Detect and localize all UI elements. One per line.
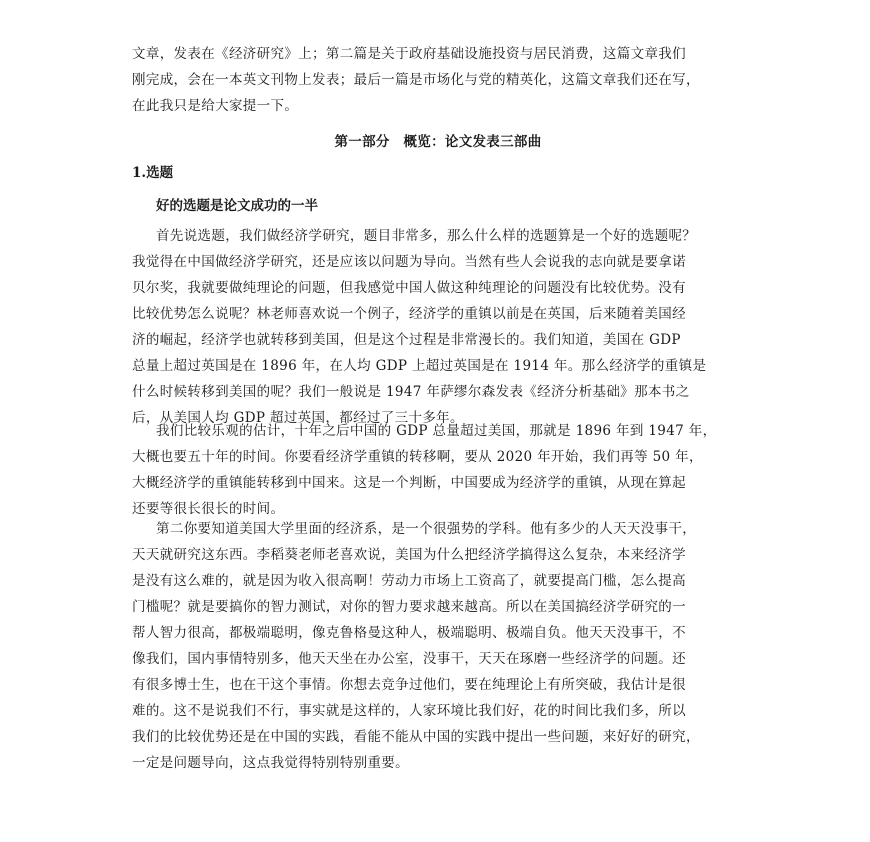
text-line: 比较优势怎么说呢？林老师喜欢说一个例子，经济学的重镇以前是在英国，后来随着美国经 <box>132 306 686 322</box>
text-line: 帮人智力很高，都极端聪明，像克鲁格曼这种人，极端聪明、极端自负。他天天没事干，不 <box>132 625 686 641</box>
text-line: 我们比较乐观的估计，十年之后中国的 GDP 总量超过美国，那就是 1896 年到 1947 年， <box>156 423 717 439</box>
paragraph-1 <box>132 223 744 431</box>
text-line: 一定是问题导向，这点我觉得特别特别重要。 <box>132 755 409 771</box>
text-line: 什么时候转移到美国的呢？我们一般说是 1947 年萨缪尔森发表《经济分析基础》那本书之 <box>132 384 690 400</box>
text-line: 济的崛起，经济学也就转移到美国，但是这个过程是非常漫长的。我们知道，美国在 GDP <box>132 332 681 348</box>
text-line: 我们的比较优势还是在中国的实践，看能不能从中国的实践中提出一些问题，来好好的研究， <box>132 729 700 745</box>
subheading: 好的选题是论文成功的一半 <box>156 198 318 214</box>
text-line: 像我们，国内事情特别多，他天天坐在办公室，没事干，天天在琢磨一些经济学的问题。还 <box>132 651 686 667</box>
text-line: 在此我只是给大家提一下。 <box>132 98 299 114</box>
intro-paragraph <box>132 41 744 119</box>
text-line: 后，从美国人均 GDP 超过英国，都经过了三十多年。 <box>132 410 464 426</box>
paragraph-3 <box>132 516 744 776</box>
text-line: 第二你要知道美国大学里面的经济系，是一个很强势的学科。他有多少的人天天没事干， <box>156 521 697 537</box>
text-line: 刚完成，会在一本英文刊物上发表；最后一篇是市场化与党的精英化，这篇文章我们还在写， <box>132 72 700 88</box>
subsection-title: 1.选题 <box>132 165 174 181</box>
text-line: 贝尔奖，我就要做纯理论的问题，但我感觉中国人做这种纯理论的问题没有比较优势。没有 <box>132 280 686 296</box>
text-line: 还要等很长很长的时间。 <box>132 501 285 517</box>
text-line: 是没有这么难的，就是因为收入很高啊！劳动力市场上工资高了，就要提高门槛，怎么提高 <box>132 573 686 589</box>
text-line: 门槛呢？就是要搞你的智力测试，对你的智力要求越来越高。所以在美国搞经济学研究的一 <box>132 599 686 615</box>
text-line: 大概经济学的重镇能转移到中国来。这是一个判断，中国要成为经济学的重镇，从现在算起 <box>132 475 686 491</box>
text-line: 大概也要五十年的时间。你要看经济学重镇的转移啊，要从 2020 年开始，我们再等 50 年， <box>132 449 703 465</box>
paragraph-2 <box>132 418 744 522</box>
text-line: 总量上超过英国是在 1896 年，在人均 GDP 上超过英国是在 1914 年。那么经济学的重镇是 <box>132 358 707 374</box>
text-line: 天天就研究这东西。李稻葵老师老喜欢说，美国为什么把经济学搞得这么复杂，本来经济学 <box>132 547 686 563</box>
section-title: 第一部分 概览：论文发表三部曲 <box>334 134 542 150</box>
text-line: 难的。这不是说我们不行，事实就是这样的，人家环境比我们好，花的时间比我们多，所以 <box>132 703 686 719</box>
text-line: 首先说选题，我们做经济学研究，题目非常多，那么什么样的选题算是一个好的选题呢？ <box>156 228 697 244</box>
text-line: 文章，发表在《经济研究》上；第二篇是关于政府基础设施投资与居民消费，这篇文章我们 <box>132 46 686 62</box>
text-line: 我觉得在中国做经济学研究，还是应该以问题为导向。当然有些人会说我的志向就是要拿诺 <box>132 254 686 270</box>
text-line: 有很多博士生，也在干这个事情。你想去竞争过他们，要在纯理论上有所突破，我估计是很 <box>132 677 686 693</box>
